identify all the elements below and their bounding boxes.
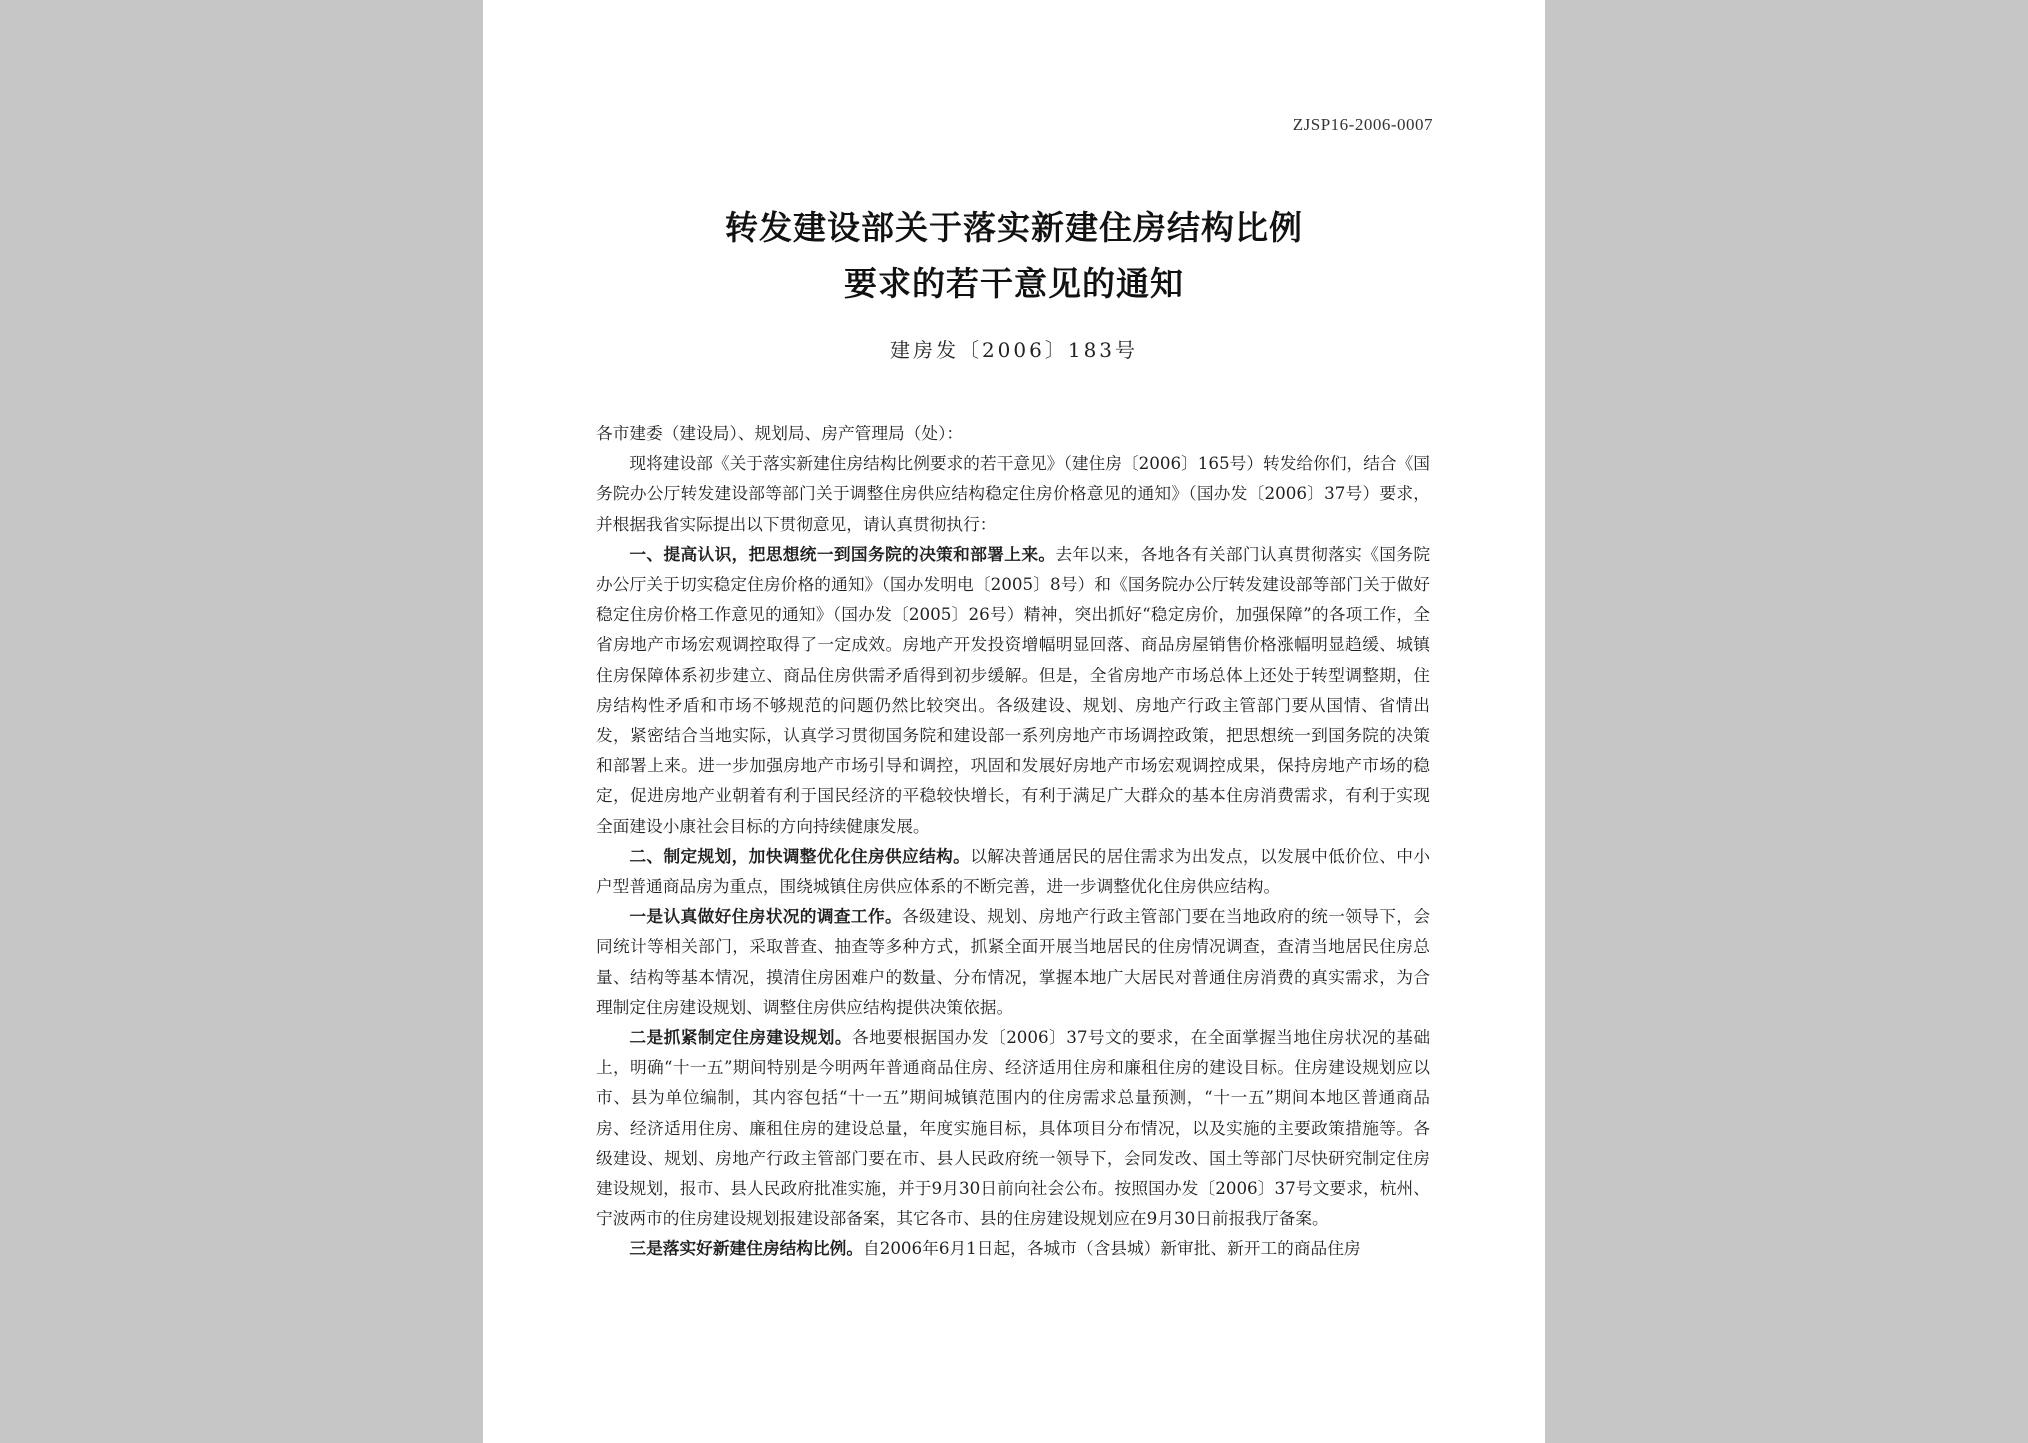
paragraph-section-1 [596,539,1430,841]
item-3-heading: 三是落实好新建住房结构比例。 [629,1238,864,1259]
paragraph-intro: 现将建设部《关于落实新建住房结构比例要求的若干意见》（建住房〔2006〕165号）转发给你们，结合《国务院办公厅转发建设部等部门关于调整住房供应结构稳定住房价格意见的通知》（国办发〔2006〕37号）要求，并根据我省实际提出以下贯彻意见，请认真贯彻执行： [596,453,1430,534]
document-number: 建房发〔2006〕183号 [889,338,1139,362]
item-1-heading: 一是认真做好住房状况的调查工作。 [629,906,903,927]
paragraph-item-3 [596,1233,1430,1263]
paragraph-item-2 [596,1022,1430,1233]
item-2-text: 各地要根据国办发〔2006〕37号文的要求，在全面掌握当地住房状况的基础上，明确“十一五”期间特别是今明两年普通商品住房、经济适用住房和廉租住房的建设目标。住房建设规划应以市、县为单位编制，其内容包括“十一五”期间城镇范围内的住房需求总量预测，“十一五”期间本地区普通商品房、经济适用住房、廉租住房的建设总量，年度实施目标，具体项目分布情况，以及实施的主要政策措施等。各级建设、规划、房地产行政主管部门要在市、县人民政府统一领导下，会同发改、国土等部门尽快研究制定住房建设规划，报市、县人民政府批准实施，并于9月30日前向社会公布。按照国办发〔2006〕37号文要求，杭州、宁波两市的住房建设规划报建设部备案，其它各市、县的住房建设规划应在9月30日前报我厅备案。 [596,1027,1430,1229]
section-2-heading: 二、制定规划，加快调整优化住房供应结构。 [629,845,971,866]
document-title [483,200,1545,312]
document-body [596,418,1430,1264]
title-line-2: 要求的若干意见的通知 [844,264,1184,303]
section-2-text: 以解决普通居民的居住需求为出发点，以发展中低价位、中小户型普通商品房为重点，围绕城镇住房供应体系的不断完善，进一步调整优化住房供应结构。 [596,845,1431,897]
item-2-heading: 二是抓紧制定住房建设规划。 [629,1027,853,1048]
item-3-text: 自2006年6月1日起，各城市（含县城）新审批、新开工的商品住房 [863,1238,1361,1259]
title-line-1: 转发建设部关于落实新建住房结构比例 [725,208,1303,247]
section-1-heading: 一、提高认识，把思想统一到国务院的决策和部署上来。 [629,543,1056,564]
item-1-text: 各级建设、规划、房地产行政主管部门要在当地政府的统一领导下，会同统计等相关部门，采取普查、抽查等多种方式，抓紧全面开展当地居民的住房情况调查，查清当地居民住房总量、结构等基本情况，摸清住房困难户的数量、分布情况，掌握本地广大居民对普通住房消费的真实需求，为合理制定住房建设规划、调整住房供应结构提供决策依据。 [596,906,1431,1017]
paragraph-section-2 [596,841,1430,901]
paragraph-item-1 [596,901,1430,1022]
section-1-text: 去年以来，各地各有关部门认真贯彻落实《国务院办公厅关于切实稳定住房价格的通知》（国办发明电〔2005〕8号）和《国务院办公厅转发建设部等部门关于做好稳定住房价格工作意见的通知》（国办发〔2005〕26号）精神，突出抓好“稳定房价，加强保障”的各项工作，全省房地产市场宏观调控取得了一定成效。房地产开发投资增幅明显回落、商品房屋销售价格涨幅明显趋缓、城镇住房保障体系初步建立、商品住房供需矛盾得到初步缓解。但是，全省房地产市场总体上还处于转型调整期，住房结构性矛盾和市场不够规范的问题仍然比较突出。各级建设、规划、房地产行政主管部门要从国情、省情出发，紧密结合当地实际，认真学习贯彻国务院和建设部一系列房地产市场调控政策，把思想统一到国务院的决策和部署上来。进一步加强房地产市场引导和调控，巩固和发展好房地产市场宏观调控成果，保持房地产市场的稳定，促进房地产业朝着有利于国民经济的平稳较快增长，有利于满足广大群众的基本住房消费需求，有利于实现全面建设小康社会目标的方向持续健康发展。 [596,543,1431,836]
document-code: ZJSP16-2006-0007 [1292,115,1433,134]
document-page [483,0,1545,1443]
salutation: 各市建委（建设局）、规划局、房产管理局（处）： [596,423,964,443]
